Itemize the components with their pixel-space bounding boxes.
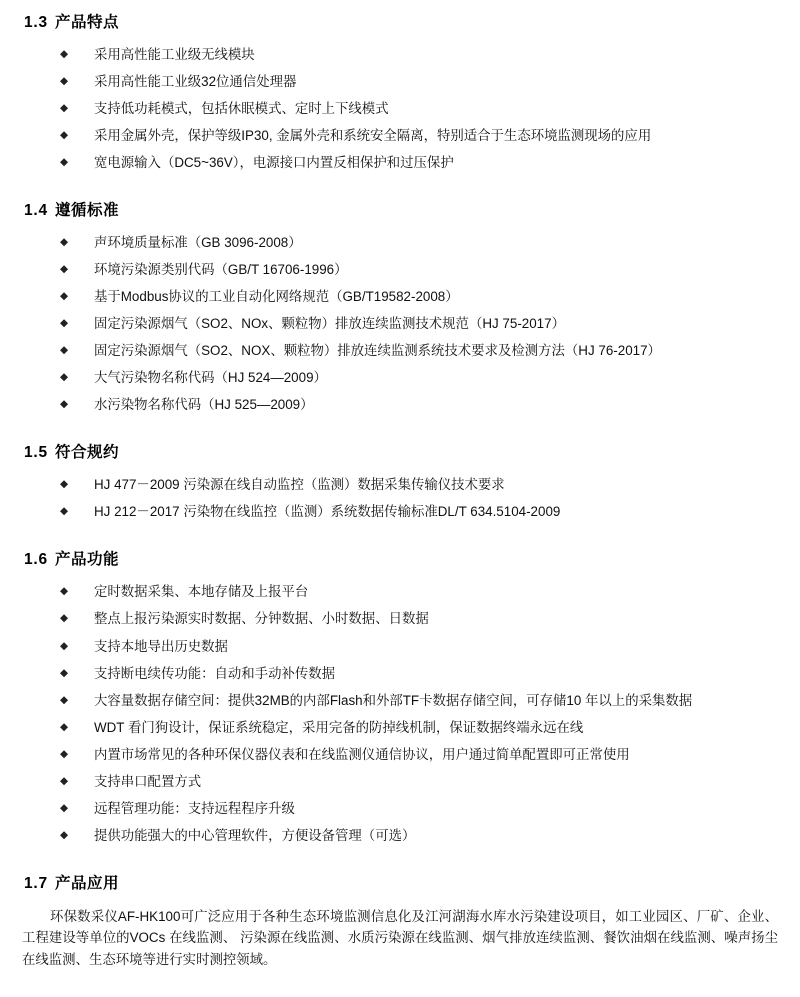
list-item-text: 固定污染源烟气（SO2、NOX、颗粒物）排放连续监测系统技术要求及检测方法（HJ 76-2017）: [94, 343, 661, 359]
diamond-bullet-icon: ◆: [60, 612, 69, 625]
list-item: [22, 826, 778, 845]
section-heading: [22, 198, 778, 220]
diamond-bullet-icon: ◆: [60, 398, 69, 411]
list-item: [22, 233, 778, 252]
list-item: [22, 99, 778, 118]
list-item: [22, 126, 778, 145]
diamond-bullet-icon: ◆: [60, 693, 69, 706]
section-number: 1.4: [24, 202, 48, 220]
list-item-text: 基于Modbus协议的工业自动化网络规范（GB/T19582-2008）: [94, 289, 459, 305]
diamond-bullet-icon: ◆: [60, 747, 69, 760]
list-item-text: HJ 212－2017 污染物在线监控（监测）系统数据传输标准DL/T 634.5104-2009: [94, 504, 561, 520]
diamond-bullet-icon: ◆: [60, 48, 69, 60]
section-1-4: [22, 198, 778, 414]
list-item-text: 大气污染物名称代码（HJ 524—2009）: [94, 370, 327, 386]
list-item: [22, 153, 778, 172]
list-item: [22, 341, 778, 360]
list-item-text: 支持本地导出历史数据: [94, 638, 228, 654]
protocols-list: [22, 475, 778, 521]
section-1-5: [22, 440, 778, 521]
section-number: 1.3: [24, 14, 48, 31]
diamond-bullet-icon: ◆: [60, 156, 69, 169]
list-item-text: HJ 477－2009 污染源在线自动监控（监测）数据采集传输仪技术要求: [94, 477, 505, 493]
section-heading: [22, 871, 778, 893]
diamond-bullet-icon: ◆: [60, 801, 69, 814]
diamond-bullet-icon: ◆: [60, 317, 69, 330]
feature-list: [22, 45, 778, 172]
list-item: [22, 772, 778, 791]
section-number: 1.7: [24, 874, 48, 892]
list-item-text: 支持断电续传功能：自动和手动补传数据: [94, 665, 336, 681]
section-1-3: [22, 10, 778, 172]
list-item: [22, 72, 778, 91]
list-item-text: 提供功能强大的中心管理软件，方便设备管理（可选）: [94, 827, 416, 843]
diamond-bullet-icon: ◆: [60, 75, 69, 88]
list-item: [22, 637, 778, 656]
list-item: [22, 287, 778, 306]
diamond-bullet-icon: ◆: [60, 828, 69, 841]
list-item: [22, 395, 778, 414]
list-item-text: 远程管理功能：支持远程程序升级: [94, 800, 295, 816]
standards-list: [22, 233, 778, 414]
list-item-text: 采用金属外壳，保护等级IP30, 金属外壳和系统安全隔离，特别适合于生态环境监测现场的应用: [94, 128, 652, 144]
list-item: [22, 45, 778, 64]
list-item-text: 整点上报污染源实时数据、分钟数据、小时数据、日数据: [94, 611, 429, 627]
section-heading: [22, 547, 778, 569]
list-item-text: 固定污染源烟气（SO2、NOx、颗粒物）排放连续监测技术规范（HJ 75-2017）: [94, 316, 565, 332]
section-title: 产品功能: [54, 551, 119, 569]
section-title: 遵循标准: [54, 202, 119, 220]
list-item: [22, 314, 778, 333]
list-item-text: 大容量数据存储空间：提供32MB的内部Flash和外部TF卡数据存储空间，可存储10 年以上的采集数据: [94, 692, 693, 708]
diamond-bullet-icon: ◆: [60, 102, 69, 115]
list-item: [22, 368, 778, 387]
diamond-bullet-icon: ◆: [60, 263, 69, 276]
diamond-bullet-icon: ◆: [60, 774, 69, 787]
diamond-bullet-icon: ◆: [60, 585, 69, 598]
list-item-text: 环境污染源类别代码（GB/T 16706-1996）: [94, 262, 348, 278]
section-number: 1.5: [24, 444, 48, 462]
list-item-text: 宽电源输入（DC5~36V），电源接口内置反相保护和过压保护: [94, 155, 454, 171]
list-item-text: 支持低功耗模式，包括休眠模式、定时上下线模式: [94, 101, 389, 117]
section-number: 1.6: [24, 551, 48, 569]
functions-list: [22, 582, 778, 844]
section-title: 产品应用: [54, 874, 119, 892]
list-item: [22, 799, 778, 818]
section-heading: [22, 10, 778, 32]
list-item-text: 采用高性能工业级32位通信处理器: [94, 74, 297, 90]
diamond-bullet-icon: ◆: [60, 666, 69, 679]
application-paragraph: 环保数采仪AF-HK100可广泛应用于各种生态环境监测信息化及江河湖海水库水污染建设项目，如工业园区、厂矿、企业、工程建设等单位的VOCs 在线监测、 污染源在线监测、水质污染源在线监测、烟气排放连续监测、餐饮油烟在线监测、噪声扬尘在线监测、生态环境等进行实时测控领域。: [22, 908, 778, 968]
list-item: [22, 502, 778, 521]
diamond-bullet-icon: ◆: [60, 129, 69, 142]
list-item: [22, 609, 778, 628]
list-item: [22, 718, 778, 737]
list-item-text: 声环境质量标准（GB 3096-2008）: [94, 235, 302, 251]
section-title: 产品特点: [54, 14, 119, 31]
section-title: 符合规约: [54, 444, 119, 462]
list-item: [22, 475, 778, 494]
list-item-text: 水污染物名称代码（HJ 525—2009）: [94, 397, 314, 413]
list-item: [22, 691, 778, 710]
list-item-text: 内置市场常见的各种环保仪器仪表和在线监测仪通信协议，用户通过简单配置即可正常使用: [94, 746, 630, 762]
list-item-text: 支持串口配置方式: [94, 773, 202, 789]
list-item-text: 定时数据采集、本地存储及上报平台: [94, 584, 309, 600]
section-1-7: [22, 871, 778, 971]
list-item: [22, 260, 778, 279]
list-item: [22, 582, 778, 601]
diamond-bullet-icon: ◆: [60, 344, 69, 357]
diamond-bullet-icon: ◆: [60, 290, 69, 303]
diamond-bullet-icon: ◆: [60, 371, 69, 384]
diamond-bullet-icon: ◆: [60, 478, 69, 491]
diamond-bullet-icon: ◆: [60, 505, 69, 518]
list-item-text: 采用高性能工业级无线模块: [94, 47, 255, 62]
section-heading: [22, 440, 778, 462]
list-item: [22, 745, 778, 764]
section-1-6: [22, 547, 778, 844]
diamond-bullet-icon: ◆: [60, 720, 69, 733]
list-item: [22, 664, 778, 683]
diamond-bullet-icon: ◆: [60, 639, 69, 652]
diamond-bullet-icon: ◆: [60, 236, 69, 249]
list-item-text: WDT 看门狗设计，保证系统稳定，采用完备的防掉线机制，保证数据终端永远在线: [94, 719, 584, 735]
